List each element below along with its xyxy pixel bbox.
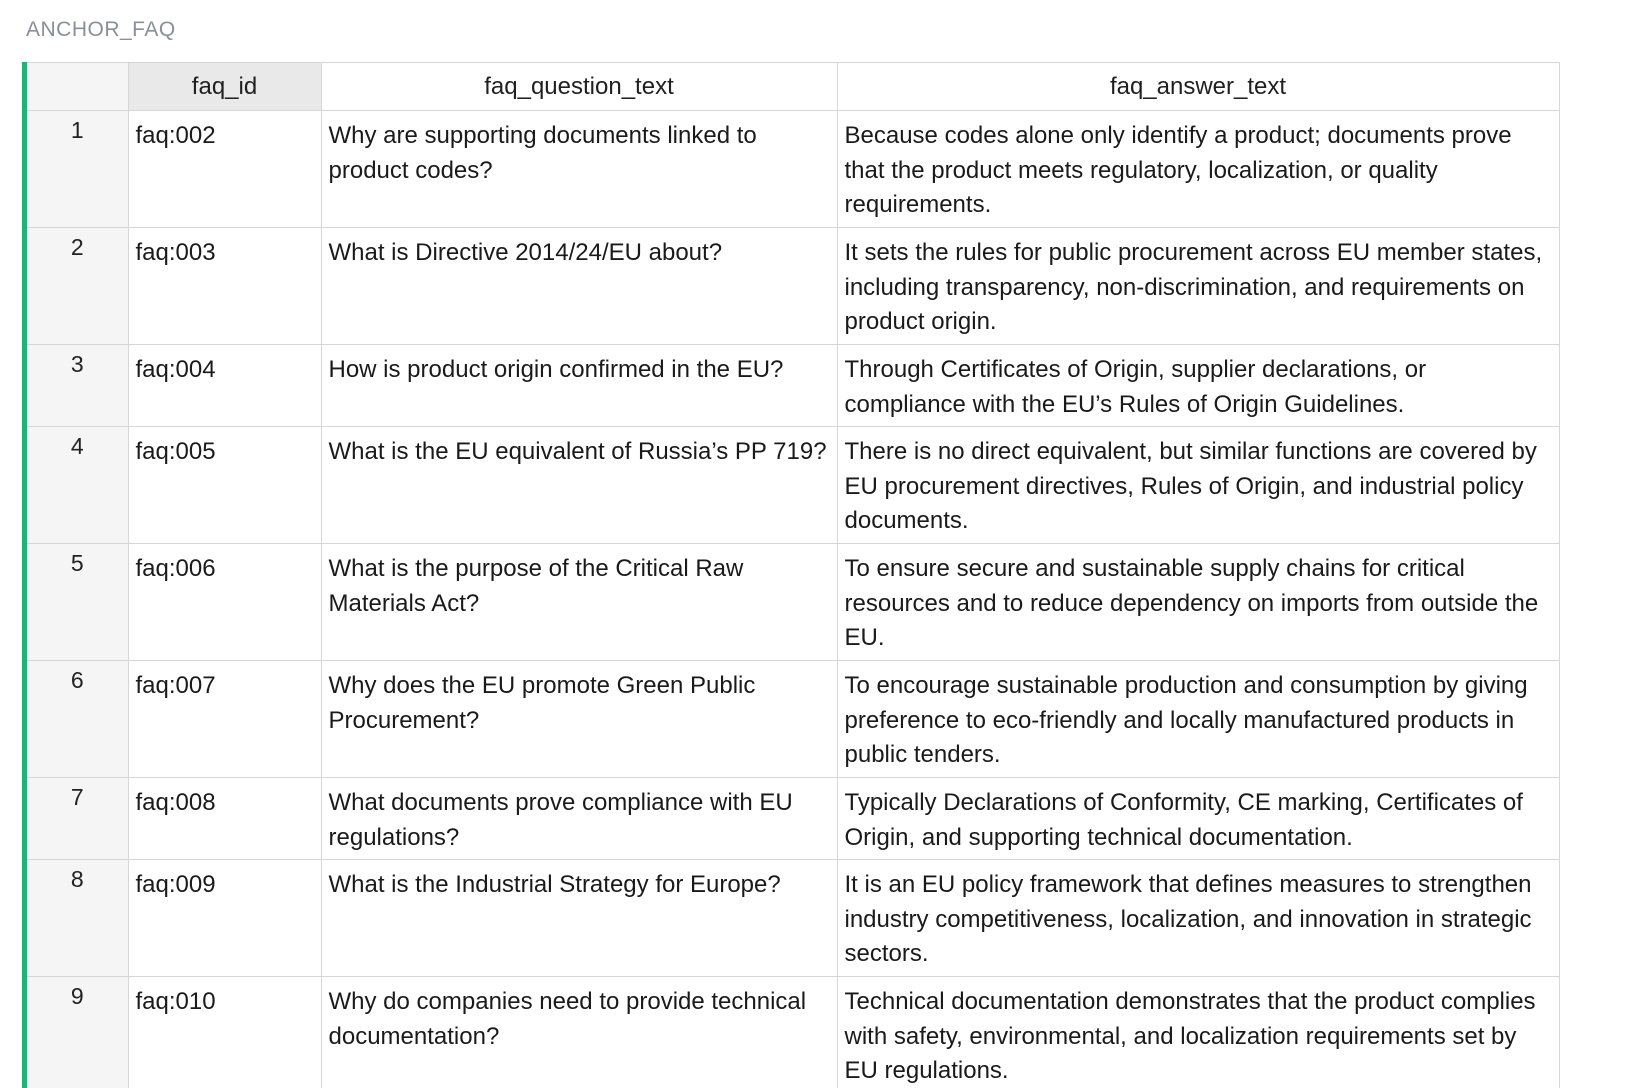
- cell-text: What is Directive 2014/24/EU about?: [328, 239, 723, 266]
- table-row[interactable]: [27, 228, 1559, 345]
- cell-text: Why does the EU promote Green Public Procurement?: [328, 672, 756, 734]
- cell-text: It is an EU policy framework that defines measures to strengthen industry competitiveness, localization, and innovation in strategic sectors.: [844, 871, 1532, 968]
- cell-text: faq:002: [135, 122, 216, 149]
- column-header-faq-answer-text[interactable]: faq_answer_text: [837, 63, 1559, 111]
- cell-text: Through Certificates of Origin, supplier declarations, or compliance with the EU’s Rules of Origin Guidelines.: [844, 356, 1427, 418]
- data-grid[interactable]: [22, 62, 1628, 1088]
- cell-text: To encourage sustainable production and consumption by giving preference to eco-friendly and locally manufactured products in public tenders.: [844, 672, 1528, 769]
- cell-text: Technical documentation demonstrates that the product complies with safety, environmental, and localization requirements set by EU regulations.: [844, 988, 1536, 1085]
- cell-text: faq:009: [135, 871, 216, 898]
- row-number[interactable]: 5: [27, 544, 128, 661]
- cell-text: Why do companies need to provide technical documentation?: [328, 988, 807, 1050]
- cell-faq-question[interactable]: [321, 778, 837, 860]
- cell-faq-id[interactable]: [128, 111, 321, 228]
- cell-faq-answer[interactable]: [837, 345, 1559, 427]
- cell-faq-id[interactable]: [128, 860, 321, 977]
- table-row[interactable]: [27, 544, 1559, 661]
- cell-text: It sets the rules for public procurement across EU member states, including transparency, non-discrimination, and requirements on product origin.: [844, 239, 1543, 336]
- cell-faq-answer[interactable]: [837, 860, 1559, 977]
- cell-faq-question[interactable]: [321, 111, 837, 228]
- cell-faq-id[interactable]: [128, 427, 321, 544]
- cell-text: Typically Declarations of Conformity, CE marking, Certificates of Origin, and supporting technical documentation.: [844, 789, 1523, 851]
- row-number[interactable]: 2: [27, 228, 128, 345]
- row-number[interactable]: 4: [27, 427, 128, 544]
- cell-faq-answer[interactable]: [837, 977, 1559, 1088]
- header-row: [27, 63, 1559, 111]
- cell-faq-question[interactable]: [321, 860, 837, 977]
- cell-text: faq:008: [135, 789, 216, 816]
- row-number[interactable]: 1: [27, 111, 128, 228]
- row-number[interactable]: 7: [27, 778, 128, 860]
- cell-text: What is the EU equivalent of Russia’s PP 719?: [328, 438, 827, 465]
- column-header-faq-id[interactable]: faq_id: [128, 63, 321, 111]
- table-row[interactable]: [27, 778, 1559, 860]
- cell-faq-answer[interactable]: [837, 228, 1559, 345]
- cell-faq-question[interactable]: [321, 661, 837, 778]
- cell-faq-question[interactable]: [321, 544, 837, 661]
- cell-text: faq:003: [135, 239, 216, 266]
- table-row[interactable]: [27, 977, 1559, 1088]
- table-title: ANCHOR_FAQ: [26, 18, 176, 41]
- cell-text: What is the Industrial Strategy for Europe?: [328, 871, 781, 898]
- row-number-header[interactable]: [27, 63, 128, 111]
- faq-table: [27, 62, 1560, 1088]
- cell-faq-id[interactable]: [128, 228, 321, 345]
- row-number[interactable]: 8: [27, 860, 128, 977]
- table-row[interactable]: [27, 111, 1559, 228]
- cell-text: How is product origin confirmed in the EU?: [328, 356, 784, 383]
- cell-faq-id[interactable]: [128, 544, 321, 661]
- row-number[interactable]: 9: [27, 977, 128, 1088]
- row-number[interactable]: 3: [27, 345, 128, 427]
- cell-text: faq:004: [135, 356, 216, 383]
- column-header-faq-question-text[interactable]: faq_question_text: [321, 63, 837, 111]
- cell-text: There is no direct equivalent, but similar functions are covered by EU procurement directives, Rules of Origin, and industrial policy documents.: [844, 438, 1537, 535]
- cell-faq-id[interactable]: [128, 977, 321, 1088]
- cell-faq-answer[interactable]: [837, 778, 1559, 860]
- table-row[interactable]: [27, 427, 1559, 544]
- cell-text: What is the purpose of the Critical Raw Materials Act?: [328, 555, 744, 617]
- cell-faq-question[interactable]: [321, 228, 837, 345]
- cell-faq-id[interactable]: [128, 778, 321, 860]
- cell-faq-id[interactable]: [128, 661, 321, 778]
- cell-faq-id[interactable]: [128, 345, 321, 427]
- table-row[interactable]: [27, 860, 1559, 977]
- cell-text: faq:007: [135, 672, 216, 699]
- cell-faq-answer[interactable]: [837, 427, 1559, 544]
- row-number[interactable]: 6: [27, 661, 128, 778]
- cell-text: faq:006: [135, 555, 216, 582]
- table-row[interactable]: [27, 345, 1559, 427]
- cell-text: faq:010: [135, 988, 216, 1015]
- cell-faq-answer[interactable]: [837, 661, 1559, 778]
- cell-faq-question[interactable]: [321, 427, 837, 544]
- cell-text: What documents prove compliance with EU regulations?: [328, 789, 793, 851]
- table-row[interactable]: [27, 661, 1559, 778]
- cell-faq-answer[interactable]: [837, 544, 1559, 661]
- cell-text: Because codes alone only identify a product; documents prove that the product meets regulatory, localization, or quality requirements.: [844, 122, 1512, 219]
- cell-faq-answer[interactable]: [837, 111, 1559, 228]
- cell-faq-question[interactable]: [321, 345, 837, 427]
- cell-text: faq:005: [135, 438, 216, 465]
- cell-text: To ensure secure and sustainable supply chains for critical resources and to reduce dependency on imports from outside the EU.: [844, 555, 1539, 652]
- cell-faq-question[interactable]: [321, 977, 837, 1088]
- cell-text: Why are supporting documents linked to product codes?: [328, 122, 757, 184]
